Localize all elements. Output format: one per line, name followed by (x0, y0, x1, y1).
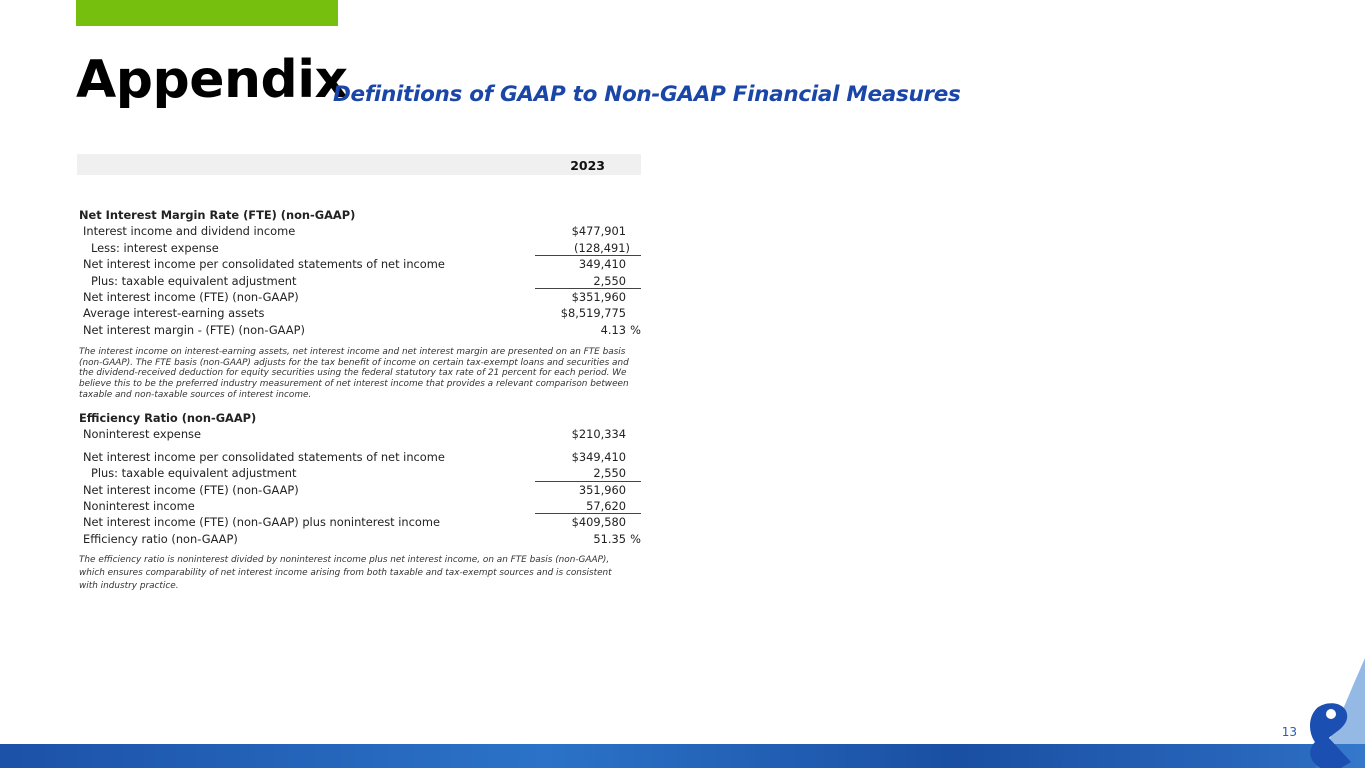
table-row (77, 465, 641, 481)
row-value: $8,519,775 (560, 306, 626, 321)
table-row (77, 289, 641, 305)
row-label: Net interest income (FTE) (non-GAAP) (83, 289, 299, 304)
row-label: Efficiency ratio (non-GAAP) (83, 531, 238, 546)
row-label: Net interest income (FTE) (non-GAAP) plus noninterest income (83, 515, 440, 530)
row-value: (128,491) (574, 240, 630, 255)
percent-sign: % (630, 531, 641, 546)
row-value: 2,550 (593, 466, 626, 481)
year-header (77, 154, 641, 175)
row-label: Net interest income (FTE) (non-GAAP) (83, 482, 299, 497)
table-row (77, 514, 641, 530)
table-row (77, 305, 641, 321)
footer-band (0, 744, 1365, 768)
row-label: Interest income and dividend income (83, 224, 296, 239)
row-value: 349,410 (578, 257, 626, 272)
row-value: 51.35 (593, 531, 626, 546)
financial-table (77, 154, 641, 593)
nim-footnote: The interest income on interest-earning assets, net interest income and net interest margin are presented on an FTE basis (non-GAAP). The FTE basis (non-GAAP) adjusts for the tax benefit of income on certain tax-exempt loans and securities and the dividend-received deduction for equity securities using the federal statutory tax rate of 21 percent for each period. We believe this to be the preferred industry measurement of net interest income that provides a relevant comparison between taxable and non-taxable sources of interest income. (79, 347, 629, 400)
table-row (77, 322, 641, 338)
row-label: Average interest-earning assets (83, 306, 265, 321)
page-subtitle: Definitions of GAAP to Non-GAAP Financial Measures (333, 82, 961, 107)
row-label: Net interest margin - (FTE) (non-GAAP) (83, 322, 305, 337)
table-row (77, 449, 641, 465)
accent-bar (76, 0, 338, 26)
efficiency-section-heading: Efficiency Ratio (non-GAAP) (79, 411, 257, 426)
row-value: 351,960 (578, 482, 626, 497)
row-label: Net interest income per consolidated statements of net income (83, 449, 445, 464)
table-row (77, 482, 641, 498)
page-title: Appendix (76, 50, 348, 110)
row-value: $409,580 (571, 515, 626, 530)
page-number: 13 (1281, 725, 1297, 739)
row-label: Less: interest expense (91, 240, 219, 255)
ampersand-logo-icon (1255, 658, 1365, 768)
efficiency-footnote: The efficiency ratio is noninterest divided by noninterest income plus net interest income, on an FTE basis (non-GAAP), which ensures comparability of net interest income arising from both taxable and tax-exempt sources and is consistent with industry practice. (79, 555, 612, 592)
year-label: 2023 (570, 158, 605, 173)
table-row (77, 256, 641, 272)
table-row (77, 531, 641, 547)
row-label: Noninterest income (83, 499, 195, 514)
row-label: Plus: taxable equivalent adjustment (91, 273, 297, 288)
row-value: $210,334 (571, 427, 626, 442)
table-row (77, 223, 641, 239)
table-row (77, 426, 641, 442)
row-label: Noninterest expense (83, 427, 201, 442)
row-value: 2,550 (593, 273, 626, 288)
row-label: Plus: taxable equivalent adjustment (91, 466, 297, 481)
row-value: 57,620 (586, 499, 626, 514)
row-value: $477,901 (571, 224, 626, 239)
table-row (77, 240, 641, 256)
table-row (77, 498, 641, 514)
row-value: 4.13 (600, 322, 626, 337)
table-row (77, 273, 641, 289)
row-value: $349,410 (571, 449, 626, 464)
row-label: Net interest income per consolidated statements of net income (83, 257, 445, 272)
row-value: $351,960 (571, 289, 626, 304)
percent-sign: % (630, 322, 641, 337)
nim-section-heading: Net Interest Margin Rate (FTE) (non-GAAP) (79, 208, 356, 222)
